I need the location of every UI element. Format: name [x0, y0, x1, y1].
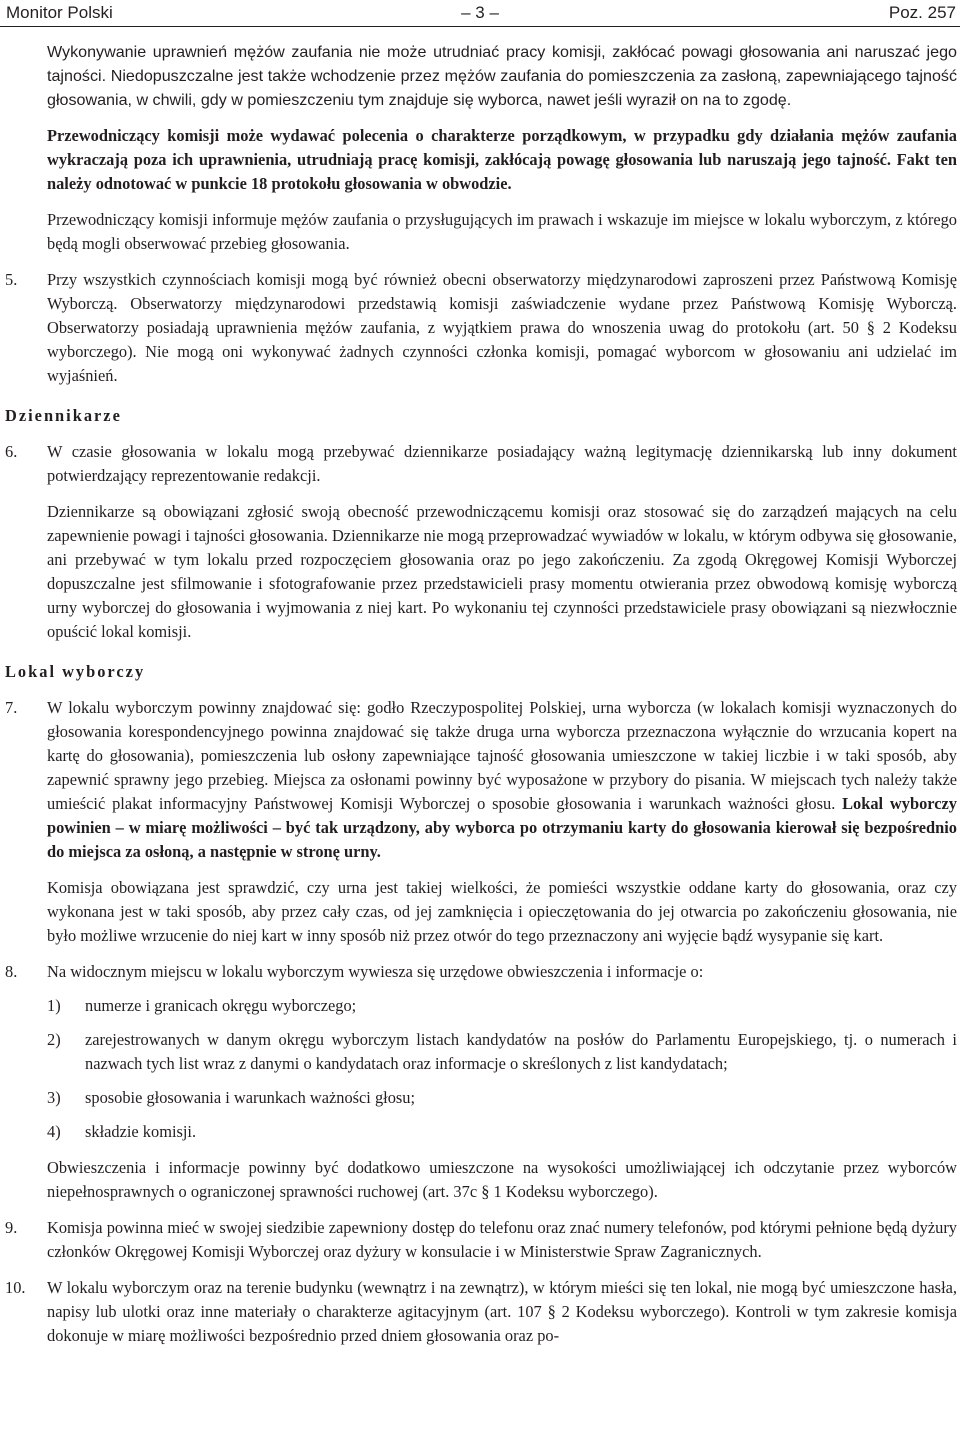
sub-item-text: składzie komisji. — [85, 1122, 197, 1141]
item-text: Przy wszystkich czynnościach komisji mogą być również obecni obserwatorzy międzynarodowi zaproszeni przez Państwową Komisję Wyborczą. Obserwatorzy międzynarodowi przedstawią komisji zaświadczenie wydane przez Państwową Komisję Wyborczą. Obserwatorzy posiadają uprawnienia mężów zaufania, z wyjątkiem prawa do wnoszenia uwag do protokołu (art. 50 § 2 Kodeksu wyborczego). Nie mogą oni wykonywać żadnych czynności członka komisji, pomagać wyborcom w głosowaniu ani udzielać im wyjaśnień. — [47, 270, 957, 385]
page-header — [0, 0, 960, 30]
item-text-regular: W lokalu wyborczym powinny znajdować się: godło Rzeczypospolitej Polskiej, urna wyborcza (w lokalach komisji wyznaczonych do głosowania korespondencyjnego powinna znajdować się także druga urna wyborcza przeznaczona wyłącznie do wrzucania kopert na kartę do głosowania), pomieszczenia lub osłony zapewniające tajność głosowania umieszczone w takiej liczbie i w taki sposób, aby zapewnić sprawny jego przebieg. Miejsca za osłonami powinny być wyposażone w przybory do pisania. W miejscach tych należy także umieścić plakat informacyjny Państwowej Komisji Wyborczej o sposobie głosowania i warunkach ważności głosu. — [47, 698, 957, 813]
list-item-8 — [5, 960, 957, 984]
header-rule — [0, 26, 960, 27]
sub-item-number: 4) — [47, 1122, 61, 1141]
sub-item — [47, 1028, 957, 1076]
paragraph-ballot-box: Komisja obowiązana jest sprawdzić, czy urna jest takiej wielkości, że pomieści wszystkie oddane karty do głosowania, oraz czy wykonana jest w taki sposób, aby przez cały czas, od jej zamknięcia i opieczętowania do jej otwarcia po zakończeniu głosowania, nie było możliwe wrzucenie do niej kart w inny sposób niż przez otwór do tego przeznaczony ani wyjęcie bądź wysypanie się kart. — [47, 878, 957, 945]
page-number: – 3 – — [461, 3, 499, 22]
publication-title: Monitor Polski — [6, 3, 113, 22]
item-text: W lokalu wyborczym oraz na terenie budynku (wewnątrz i na zewnątrz), w którym mieści się ten lokal, nie mogą być umieszczone hasła, napisy lub ulotki oraz inne materiały o charakterze agitacyjnym (art. 107 § 2 Kodeksu wyborczego). Kontroli w tym zakresie komisja dokonuje w miarę możliwości bezpośrednio przed dniem głosowania oraz po- — [47, 1278, 957, 1345]
paragraph-chair-info: Przewodniczący komisji informuje mężów zaufania o przysługujących im prawach i wskazuje im miejsce w lokalu wyborczym, z którego będą mogli obserwować przebieg głosowania. — [47, 210, 957, 253]
sub-item-text: sposobie głosowania i warunkach ważności głosu; — [85, 1088, 416, 1107]
position-number: Poz. 257 — [888, 3, 956, 22]
sub-item — [47, 1086, 957, 1110]
section-heading-journalists: Dziennikarze — [5, 406, 122, 425]
paragraph-accessibility: Obwieszczenia i informacje powinny być dodatkowo umieszczone na wysokości umożliwiającej ich odczytanie przez wyborców niepełnosprawnych o ograniczonej sprawności ruchowej (art. 37c § 1 Kodeksu wyborczego). — [47, 1158, 957, 1201]
sub-item-number: 2) — [47, 1030, 61, 1049]
list-item-7 — [5, 696, 957, 864]
sub-item-text: zarejestrowanych w danym okręgu wyborczym listach kandydatów na posłów do Parlamentu Europejskiego, tj. o numerach i nazwach tych list wraz z danymi o kandydatach oraz informacje o skreślonych z list kandydatach; — [85, 1030, 957, 1073]
chair-orders-bold: Przewodniczący komisji może wydawać polecenia o charakterze porządkowym, w przypadku gdy działania mężów zaufania wykraczają poza ich uprawnienia, utrudniają pracę komisji, zakłócają powagę głosowania lub naruszają jego tajność. Fakt ten należy odnotować w punkcie 18 protokołu głosowania w obwodzie. — [47, 126, 957, 193]
item-number: 6. — [5, 442, 18, 461]
item-text: W czasie głosowania w lokalu mogą przebywać dziennikarze posiadający ważną legitymację dziennikarską lub inny dokument potwierdzający reprezentowanie redakcji. — [47, 442, 957, 485]
paragraph-chair-orders — [47, 124, 957, 196]
item-text — [47, 696, 957, 864]
sub-item — [47, 994, 957, 1018]
item-text: Komisja powinna mieć w swojej siedzibie zapewniony dostęp do telefonu oraz znać numery telefonów, pod którymi pełnione będą dyżury członków Okręgowej Komisji Wyborczej oraz dyżury w konsulacie i w Ministerstwie Spraw Zagranicznych. — [47, 1218, 957, 1261]
item-number: 7. — [5, 698, 18, 717]
list-item-10 — [5, 1276, 957, 1348]
item-number: 9. — [5, 1218, 18, 1237]
document-body — [5, 40, 957, 1348]
list-item-5 — [5, 268, 957, 388]
sub-item-number: 1) — [47, 996, 61, 1015]
list-item-6 — [5, 440, 957, 488]
item-number: 5. — [5, 270, 18, 289]
sub-item-text: numerze i granicach okręgu wyborczego; — [85, 996, 357, 1015]
item-number: 10. — [5, 1278, 26, 1297]
item-number: 8. — [5, 962, 18, 981]
paragraph-journalists-duties: Dziennikarze są obowiązani zgłosić swoją obecność przewodniczącemu komisji oraz stosować się do zarządzeń mających na celu zapewnienie powagi i tajności głosowania. Dziennikarze nie mogą przeprowadzać wywiadów w lokalu, w którym odbywa się głosowanie, ani przebywać w tym lokalu przed rozpoczęciem głosowania oraz po jego zakończeniu. Za zgodą Okręgowej Komisji Wyborczej dopuszczalne jest sfilmowanie i sfotografowanie przez przedstawicieli prasy momentu otwierania przez obwodową komisję wyborczą urny wyborczej do głosowania i wyjmowania z niej kart. Po wykonaniu tej czynności przedstawiciele prasy obowiązani są niezwłocznie opuścić lokal komisji. — [47, 502, 957, 641]
list-item-9 — [5, 1216, 957, 1264]
paragraph-intro: Wykonywanie uprawnień mężów zaufania nie może utrudniać pracy komisji, zakłócać powagi głosowania ani naruszać jego tajności. Niedopuszczalne jest także wchodzenie przez mężów zaufania do pomieszczenia za zasłoną, zapewniającego tajność głosowania, w chwili, gdy w pomieszczeniu tym znajduje się wyborca, nawet jeśli wyraził on na to zgodę. — [47, 43, 957, 109]
sub-item — [47, 1120, 957, 1144]
sub-item-number: 3) — [47, 1088, 61, 1107]
item-text-bold: Lokal wyborczy powinien – w miarę możliwości – być tak urządzony, aby wyborca po otrzymaniu karty do głosowania kierował się bezpośrednio do miejsca za osłoną, a następnie w stronę urny. — [47, 794, 957, 861]
item-text: Na widocznym miejscu w lokalu wyborczym wywiesza się urzędowe obwieszczenia i informacje o: — [47, 962, 704, 981]
section-heading-premises: Lokal wyborczy — [5, 662, 146, 681]
